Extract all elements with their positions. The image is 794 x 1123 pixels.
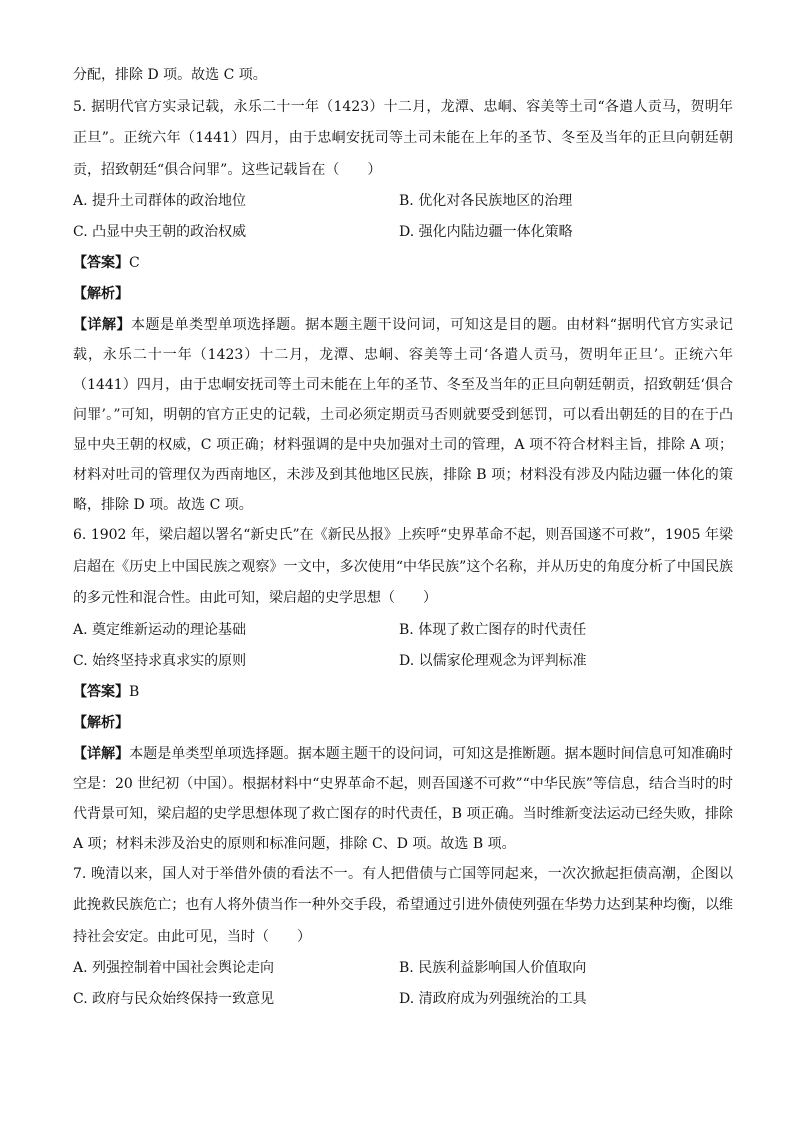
option-b: B. 优化对各民族地区的治理 [399,193,573,209]
option-d: D. 强化内陆边疆一体化策略 [399,224,573,240]
option-c: C. 凸显中央王朝的政治权威 [73,224,247,240]
option-a: A. 奠定维新运动的理论基础 [73,621,247,638]
option-d: D. 以儒家伦理观念为评判标准 [399,652,587,669]
option-list [73,953,733,1015]
answer-value: B [129,683,140,700]
answer-label: 【答案】 [73,683,129,700]
option-b: B. 体现了救亡图存的时代责任 [399,621,587,638]
question-5 [73,92,733,521]
analysis-label: 【解析】 [73,286,129,302]
analysis-label: 【解析】 [73,714,129,731]
answer-value: C [129,255,140,271]
option-b: B. 民族利益影响国人价值取向 [399,960,587,976]
detail-paragraph [73,739,733,859]
answer-line [73,248,733,279]
analysis-line [73,708,733,739]
detail-paragraph [73,310,733,520]
question-6 [73,520,733,859]
detail-text: 本题是单类型单项选择题。据本题主题干的设问词，可知这是推断题。据本题时间信息可知准确时空是：20 世纪初（中国）。根据材料中“史界革命不起，则吾国遂不可救”“中华民族”等信息，结合当时的时代背景可知，梁启超的史学思想体现了救亡图存的时代责任，B 项正确。当时维新变法运动已经失败，排除 A 项；材料未涉及治史的原则和标准问题，排除 C、D 项。故选 B 项。 [73,745,734,852]
detail-label: 【详解】 [73,317,132,333]
option-a: A. 提升土司群体的政治地位 [73,193,247,209]
option-c: C. 政府与民众始终保持一致意见 [73,991,275,1007]
document-page [73,60,733,1015]
intro-text: 分配，排除 D 项。故选 C 项。 [73,67,267,83]
question-7 [73,859,733,1016]
question-stem: 6. 1902 年，梁启超以署名“新史氏”在《新民丛报》上疾呼“史界革命不起，则吾国遂不可救”，1905 年梁启超在《历史上中国民族之观察》一文中，多次使用“中华民族”这个名称，并从历史的角度分析了中国民族的多元性和混合性。由此可知，梁启超的史学思想（ ） [73,527,733,606]
option-list [73,186,733,248]
option-d: D. 清政府成为列强统治的工具 [399,991,587,1007]
option-a: A. 列强控制着中国社会舆论走向 [73,960,275,976]
option-list [73,615,733,677]
analysis-line [73,279,733,310]
question-stem: 5. 据明代官方实录记载，永乐二十一年（1423）十二月，龙潭、忠峒、容美等土司“各遣人贡马，贺明年正旦”。正统六年（1441）四月，由于忠峒安抚司等土司未能在上年的圣节、冬至及当年的正旦向朝廷朝贡，招致朝廷“俱合问罪”。这些记载旨在（ ） [73,98,733,178]
question-stem: 7. 晚清以来，国人对于举借外债的看法不一。有人把借债与亡国等同起来，一次次掀起拒债高潮，企图以此挽救民族危亡；也有人将外债当作一种外交手段，希望通过引进外债使列强在华势力达到某种均衡，以维持社会安定。由此可见，当时（ ） [73,865,733,945]
detail-label: 【详解】 [73,745,130,762]
answer-line [73,677,733,708]
option-c: C. 始终坚持求真求实的原则 [73,652,247,669]
detail-text: 本题是单类型单项选择题。据本题主题干设问词，可知这是目的题。由材料“据明代官方实录记载，永乐二十一年（1423）十二月，龙潭、忠峒、容美等土司‘各遣人贡马，贺明年正旦’。正统六年（1441）四月，由于忠峒安抚司等土司未能在上年的圣节、冬至及当年的正旦向朝廷朝贡，招致朝廷‘俱合问罪’。”可知，明朝的官方正史的记载，土司必须定期贡马否则就要受到惩罚，可以看出朝廷的目的在于凸显中央王朝的权威，C 项正确；材料强调的是中央加强对土司的管理，A 项不符合材料主旨，排除 A 项；材料对吐司的管理仅为西南地区，未涉及到其他地区民族，排除 B 项；材料没有涉及内陆边疆一体化的策略，排除 D 项。故选 C 项。 [73,317,733,513]
answer-label: 【答案】 [73,255,129,271]
